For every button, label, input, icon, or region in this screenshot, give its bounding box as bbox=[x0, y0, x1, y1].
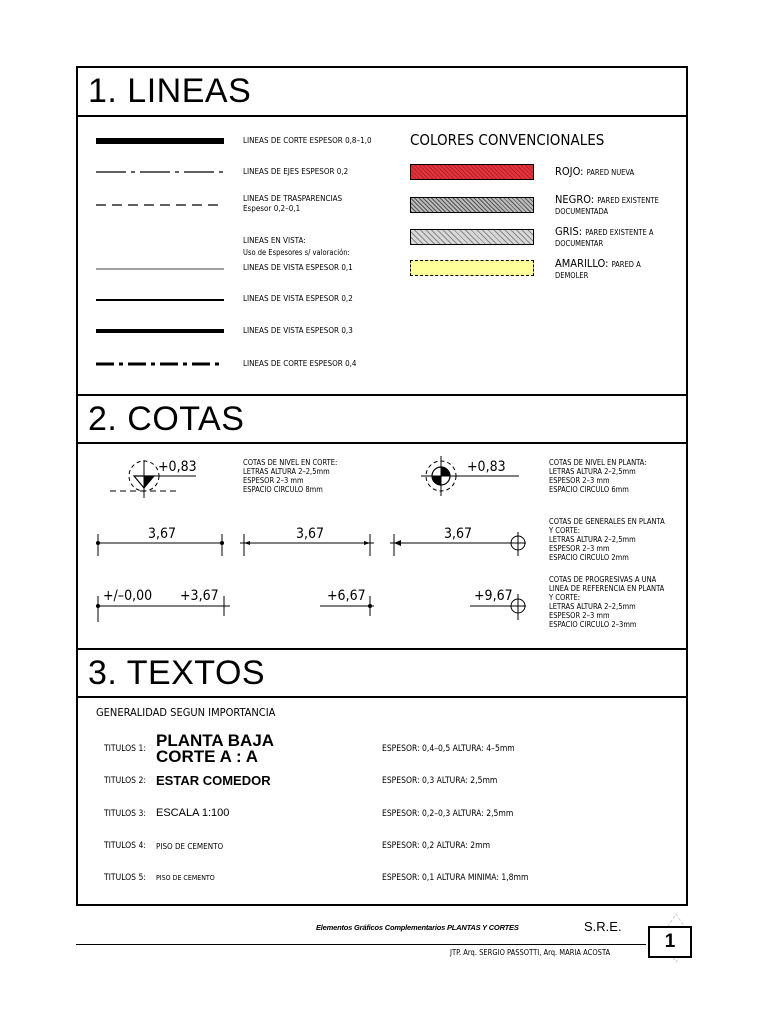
line-label: LINEAS DE TRASPARENCIAS bbox=[243, 194, 343, 203]
divider bbox=[76, 442, 688, 444]
progresiva-value: +6,67 bbox=[327, 588, 366, 604]
nivel-corte-value: +0,83 bbox=[158, 459, 197, 475]
color-label: ROJO: PARED NUEVA bbox=[555, 165, 635, 178]
line-label: LINEAS DE VISTA ESPESOR 0,2 bbox=[243, 294, 353, 303]
cota-desc: COTAS DE NIVEL EN PLANTA: LETRAS ALTURA 2–2,5mm ESPESOR 2–3 mm ESPACIO CIRCULO 6mm bbox=[549, 458, 647, 494]
progresiva-value: +9,67 bbox=[474, 588, 513, 604]
swatch-negro bbox=[410, 197, 534, 213]
section-title-cotas: 2. COTAS bbox=[88, 400, 245, 438]
section-title-textos: 3. TEXTOS bbox=[88, 654, 266, 692]
line-label: LINEAS DE CORTE ESPESOR 0,8–1,0 bbox=[243, 136, 372, 145]
titulo-label: TITULOS 1: bbox=[104, 744, 146, 754]
section-title-lineas: 1. LINEAS bbox=[88, 72, 252, 110]
line-label: Uso de Espesores s/ valoración: bbox=[243, 248, 350, 257]
swatch-rojo bbox=[410, 164, 534, 180]
textos-subtitle: GENERALIDAD SEGUN IMPORTANCIA bbox=[96, 706, 276, 719]
titulo-spec: ESPESOR: 0,3 ALTURA: 2,5mm bbox=[382, 776, 498, 786]
color-desc: DOCUMENTAR bbox=[555, 239, 604, 248]
line-label: Espesor 0,2–0,1 bbox=[243, 204, 301, 213]
footer-code: S.R.E. bbox=[584, 919, 622, 934]
line-label: LINEAS DE CORTE ESPESOR 0,4 bbox=[243, 359, 357, 368]
swatch-gris bbox=[410, 229, 534, 245]
titulo-sample: PLANTA BAJA CORTE A : A bbox=[156, 731, 275, 766]
divider bbox=[76, 648, 688, 650]
titulo-sample: PISO DE CEMENTO bbox=[156, 842, 224, 851]
color-label: AMARILLO: PARED A bbox=[555, 257, 641, 270]
titulo-spec: ESPESOR: 0,2 ALTURA: 2mm bbox=[382, 841, 491, 851]
footer-authors: JTP. Arq. SERGIO PASSOTTI, Arq. MARIA ACOSTA bbox=[450, 948, 611, 957]
line-label: LINEAS DE EJES ESPESOR 0,2 bbox=[243, 167, 349, 176]
divider bbox=[76, 394, 688, 396]
progresivas-line bbox=[90, 588, 540, 628]
line-samples bbox=[90, 128, 230, 378]
divider bbox=[76, 696, 688, 698]
titulo-sample: PISO DE CEMENTO bbox=[156, 874, 215, 882]
titulo-sample: ESCALA 1:100 bbox=[156, 807, 230, 819]
nivel-planta-value: +0,83 bbox=[467, 459, 506, 475]
titulo-label: TITULOS 5: bbox=[104, 873, 146, 883]
titulo-spec: ESPESOR: 0,1 ALTURA MINIMA: 1,8mm bbox=[382, 873, 529, 883]
line-label: LINEAS DE VISTA ESPESOR 0,3 bbox=[243, 326, 353, 335]
cota-desc: COTAS DE PROGRESIVAS A UNA LINEA DE REFERENCIA EN PLANTA Y CORTE: LETRAS ALTURA 2–2,5mm ESPESOR 2–3 mm ESPACIO CIRCULO 2–3mm bbox=[549, 575, 665, 629]
titulo-spec: ESPESOR: 0,2–0,3 ALTURA: 2,5mm bbox=[382, 809, 514, 819]
divider bbox=[76, 115, 688, 117]
titulo-sample: ESTAR COMEDOR bbox=[156, 773, 271, 788]
color-label: NEGRO: PARED EXISTENTE bbox=[555, 193, 659, 206]
titulo-spec: ESPESOR: 0,4–0,5 ALTURA: 4–5mm bbox=[382, 744, 515, 754]
color-desc: DEMOLER bbox=[555, 271, 589, 280]
titulo-label: TITULOS 2: bbox=[104, 776, 146, 786]
colores-title: COLORES CONVENCIONALES bbox=[410, 131, 605, 149]
page-number: 1 bbox=[648, 926, 692, 958]
color-label: GRIS: PARED EXISTENTE A bbox=[555, 225, 654, 238]
line-label: LINEAS EN VISTA: bbox=[243, 236, 306, 245]
footer-rule bbox=[76, 944, 646, 945]
cota-desc: COTAS DE GENERALES EN PLANTA Y CORTE: LETRAS ALTURA 2–2,5mm ESPESOR 2–3 mm ESPACIO CIRCULO 2mm bbox=[549, 517, 665, 562]
swatch-amarillo bbox=[410, 260, 534, 276]
titulo-label: TITULOS 3: bbox=[104, 809, 146, 819]
progresiva-value: +/–0,00 bbox=[103, 588, 153, 604]
cota-desc: COTAS DE NIVEL EN CORTE: LETRAS ALTURA 2–2,5mm ESPESOR 2–3 mm ESPACIO CIRCULO 8mm bbox=[243, 458, 338, 494]
dim-value: 3,67 bbox=[296, 526, 325, 542]
dim-value: 3,67 bbox=[148, 526, 177, 542]
footer-caption: Elementos Gráficos Complementarios PLANTAS Y CORTES bbox=[316, 923, 519, 932]
color-desc: DOCUMENTADA bbox=[555, 207, 609, 216]
dim-value: 3,67 bbox=[444, 526, 473, 542]
progresiva-value: +3,67 bbox=[180, 588, 219, 604]
titulo-label: TITULOS 4: bbox=[104, 841, 146, 851]
line-label: LINEAS DE VISTA ESPESOR 0,1 bbox=[243, 263, 353, 272]
